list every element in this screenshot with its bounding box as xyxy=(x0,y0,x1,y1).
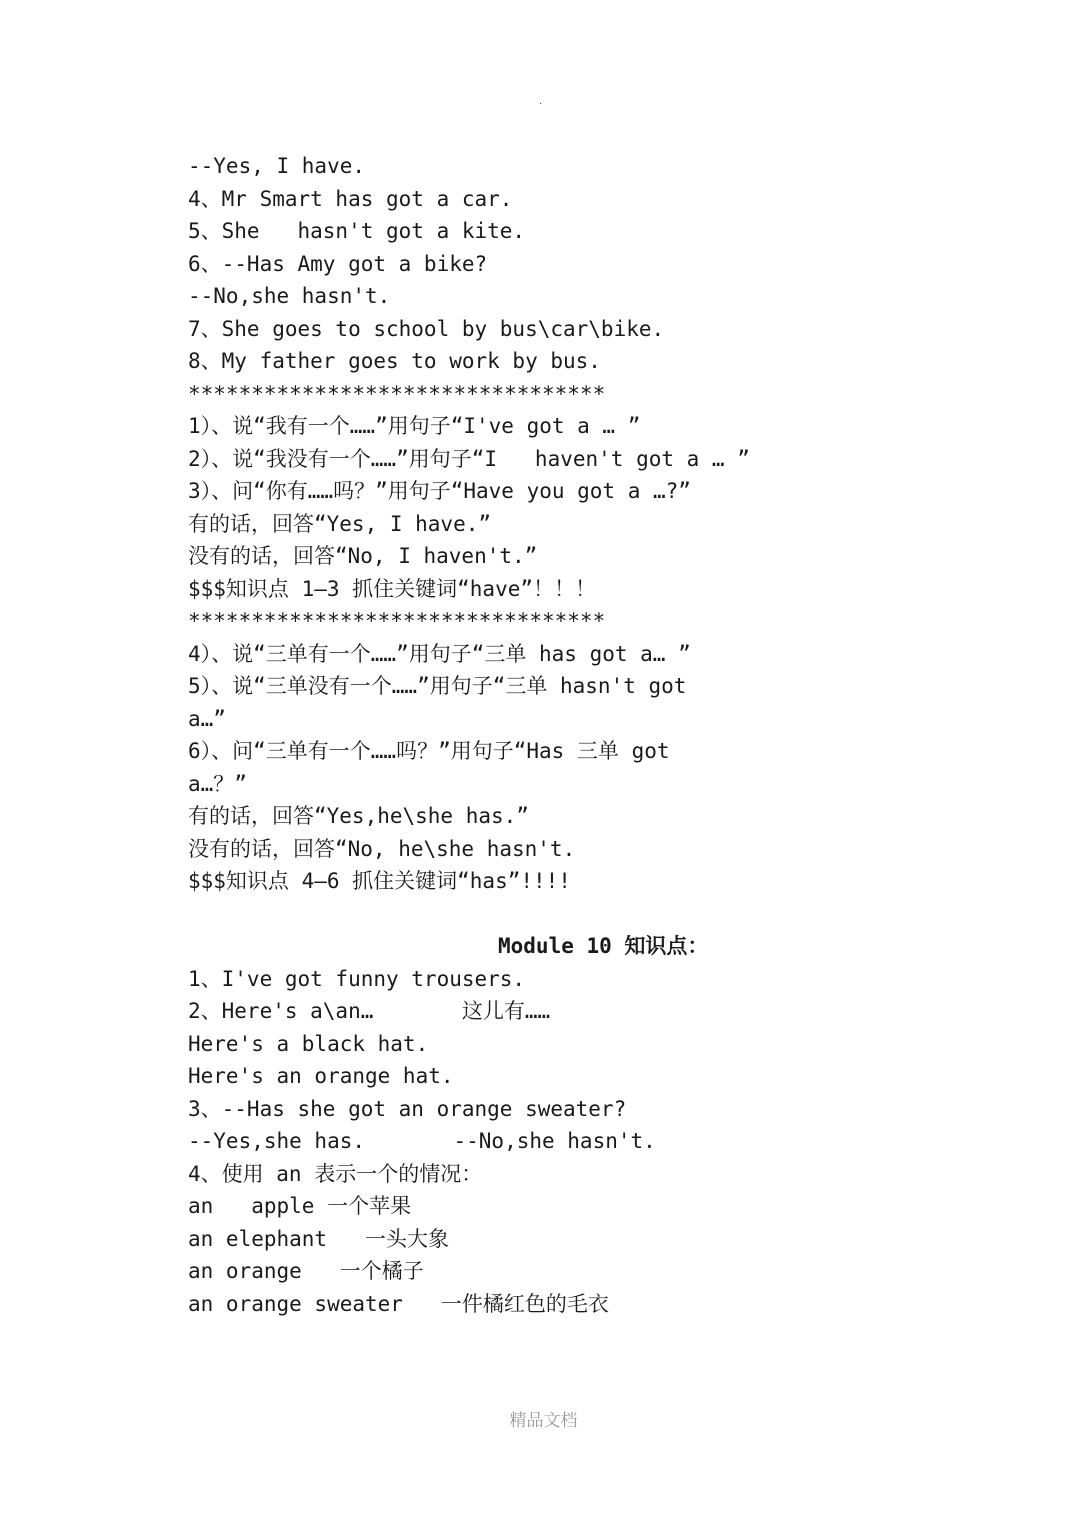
text-line: --Yes,she has. --No,she hasn't. xyxy=(188,1129,656,1153)
text-line: Here's a black hat. xyxy=(188,1031,429,1056)
text-line: 4）、说“三单有一个……”用句子“三单 has got a… ” xyxy=(188,641,691,666)
text-line: 3）、问“你有……吗？”用句子“Have you got a …?” xyxy=(188,479,691,503)
text-line: 6）、问“三单有一个……吗？”用句子“Has 三单 got xyxy=(188,739,670,763)
text-line: 没有的话，回答“No, I haven't.” xyxy=(188,544,538,568)
text-line: 有的话，回答“Yes, I have.” xyxy=(188,511,492,536)
text-line: 1、I've got funny trousers. xyxy=(188,966,526,991)
text-line: 3、--Has she got an orange sweater? xyxy=(188,1096,627,1121)
text-line: 2）、说“我没有一个……”用句子“I haven't got a … ” xyxy=(188,446,750,471)
lesson-notes-part2 xyxy=(188,963,908,1321)
text-line: --Yes, I have. xyxy=(188,154,366,178)
text-line: a…” xyxy=(188,706,226,731)
footer-watermark: 精品文档 xyxy=(509,1411,578,1431)
text-line: 5、She hasn't got a kite. xyxy=(188,219,526,243)
text-line: an orange sweater 一件橘红色的毛衣 xyxy=(188,1291,609,1316)
text-line: a…？” xyxy=(188,771,247,796)
document-body xyxy=(188,150,908,1320)
text-line: ********************************* xyxy=(188,381,606,406)
text-line: Here's an orange hat. xyxy=(188,1064,454,1088)
text-line: 8、My father goes to work by bus. xyxy=(188,349,601,373)
text-line: an elephant 一头大象 xyxy=(188,1226,450,1251)
module-heading: Module 10 知识点： xyxy=(498,934,709,958)
text-line: $$$知识点 4—6 抓住关键词“has”!!!! xyxy=(188,869,571,893)
text-line: 4、使用 an 表示一个的情况： xyxy=(188,1161,483,1186)
text-line: 4、Mr Smart has got a car. xyxy=(188,186,513,211)
text-line: 没有的话，回答“No, he\she hasn't. xyxy=(188,836,576,861)
text-line: $$$知识点 1—3 抓住关键词“have”！！！ xyxy=(188,576,597,601)
text-line: 1）、说“我有一个……”用句子“I've got a … ” xyxy=(188,414,641,438)
text-line: 5）、说“三单没有一个……”用句子“三单 hasn't got xyxy=(188,674,687,698)
text-line: an orange 一个橘子 xyxy=(188,1259,424,1283)
text-line: --No,she hasn't. xyxy=(188,284,391,308)
text-line: an apple 一个苹果 xyxy=(188,1194,412,1218)
text-line: ********************************* xyxy=(188,609,606,633)
blank-line xyxy=(188,898,908,931)
text-line: 6、--Has Amy got a bike? xyxy=(188,251,488,276)
text-line: 2、Here's a\an… 这儿有…… xyxy=(188,999,551,1023)
header-mark: . xyxy=(539,96,543,107)
text-line: 有的话，回答“Yes,he\she has.” xyxy=(188,804,529,828)
text-line: 7、She goes to school by bus\car\bike. xyxy=(188,316,665,341)
lesson-notes-part1 xyxy=(188,150,908,898)
